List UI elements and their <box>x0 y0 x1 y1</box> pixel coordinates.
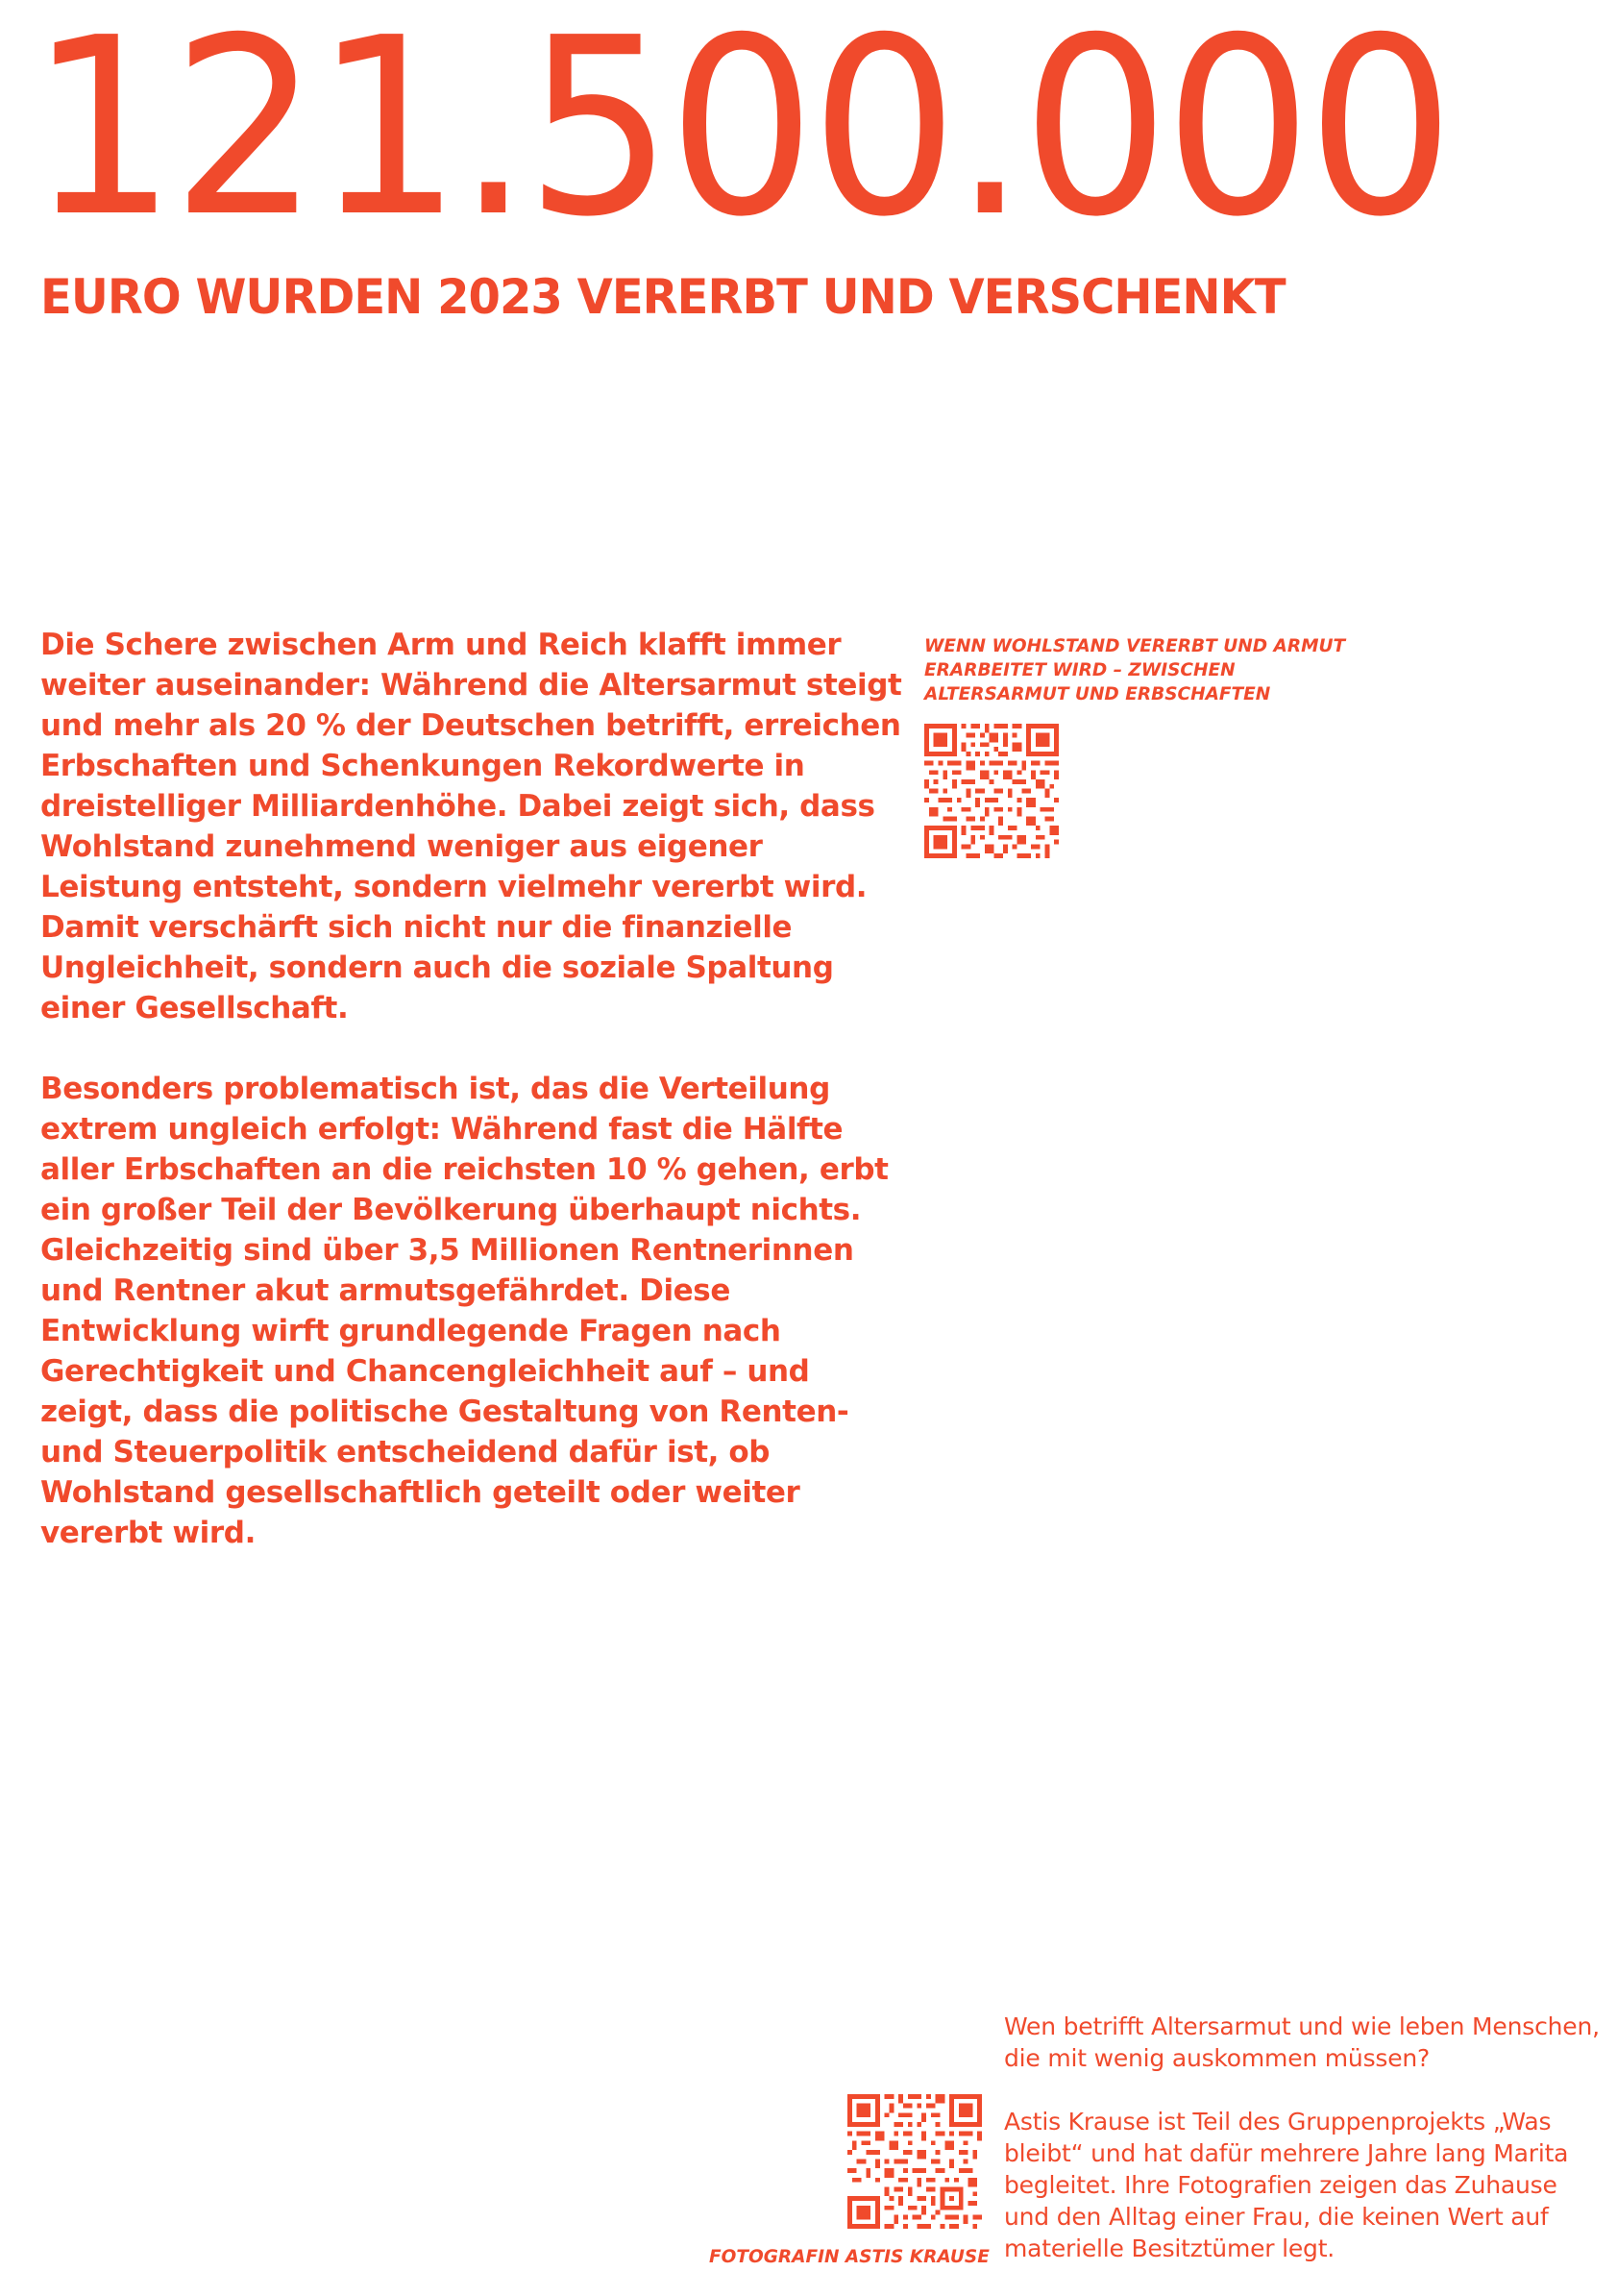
qr-code-icon[interactable] <box>924 724 1059 858</box>
headline-subtitle: EURO WURDEN 2023 VERERBT UND VERSCHENKT <box>40 269 1286 325</box>
body-paragraph-1: Die Schere zwischen Arm und Reich klafft immer weiter auseinander: Während die Altersarmut steigt und mehr als 20 % der Deutschen betrifft, erreichen Erbschaften und Schenkungen Rekordwerte in dreistelliger Milliardenhöhe. Dabei zeigt sich, dass Wohlstand zunehmend weniger aus eigener Leistung entsteht, sondern vielmehr vererbt wird. Damit verschärft sich nicht nur die finanzielle Ungleichheit, sondern auch die soziale Spaltung einer Gesellschaft. <box>40 628 902 1025</box>
body-text <box>40 625 905 1593</box>
body-paragraph-2: Besonders problematisch ist, das die Verteilung extrem ungleich erfolgt: Während fast die Hälfte aller Erbschaften an die reichsten 10 % gehen, erbt ein großer Teil der Bevölkerung überhaupt nichts. Gleichzeitig sind über 3,5 Millionen Rentnerinnen und Rentner akut armutsgefährdet. Diese Entwicklung wirft grundlegende Fragen nach Gerechtigkeit und Chancengleichheit auf – und zeigt, dass die politische Gestaltung von Renten- und Steuerpolitik entscheidend dafür ist, ob Wohlstand gesellschaftlich geteilt oder weiter vererbt wird. <box>40 1072 889 1550</box>
qr-code-icon[interactable] <box>847 2094 982 2229</box>
headline-number: 121.500.000 <box>29 0 1450 271</box>
side-caption: WENN WOHLSTAND VERERBT UND ARMUT ERARBEITET WIRD – ZWISCHEN ALTERSARMUT UND ERBSCHAFTEN <box>924 636 1346 704</box>
footer-question: Wen betrifft Altersarmut und wie leben Menschen, die mit wenig auskommen müssen? <box>1004 2012 1600 2072</box>
footer-description: Astis Krause ist Teil des Gruppenprojekts „Was bleibt“ und hat dafür mehrere Jahre lang Marita begleitet. Ihre Fotografien zeigen das Zuhause und den Alltag einer Frau, die keinen Wert auf materielle Besitztümer legt. <box>1004 2108 1569 2262</box>
qr-code-bottom-graphic <box>847 2094 982 2229</box>
photo-credit: FOTOGRAFIN ASTIS KRAUSE <box>709 2247 990 2267</box>
footer-text <box>1004 2011 1600 2296</box>
qr-code-top-graphic <box>924 724 1059 858</box>
